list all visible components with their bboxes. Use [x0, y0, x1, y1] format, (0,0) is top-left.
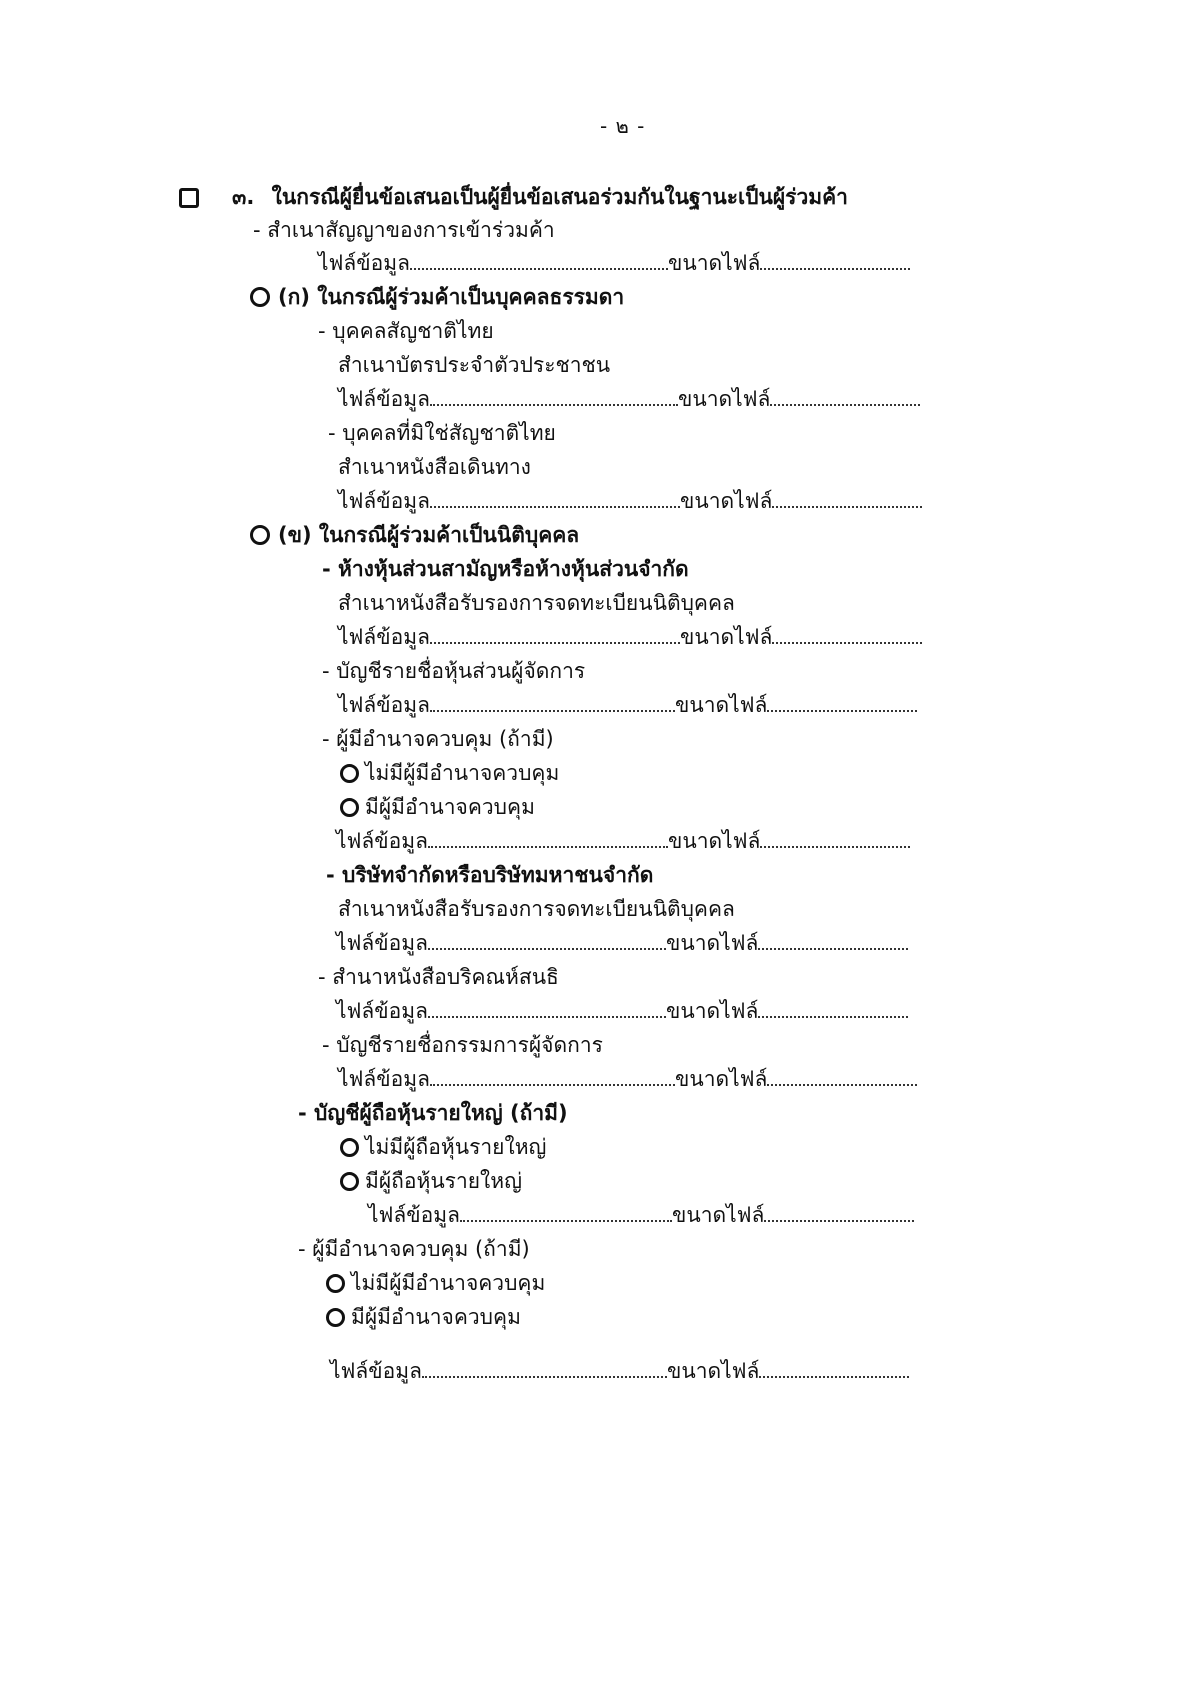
no-controller-label: ไม่มีผู้มีอำนาจควบคุม — [365, 761, 560, 785]
file-dots — [430, 490, 680, 508]
file-label: ไฟล์ข้อมูล — [338, 625, 430, 649]
size-dots — [758, 932, 908, 950]
file-line-contract — [318, 248, 910, 278]
has-controller2-option[interactable] — [326, 1302, 521, 1332]
no-controller-radio[interactable] — [340, 764, 359, 783]
has-controller2-radio[interactable] — [326, 1308, 345, 1327]
partners-list-label: - บัญชีรายชื่อหุ้นส่วนผู้จัดการ — [322, 659, 586, 683]
file-label: ไฟล์ข้อมูล — [330, 1359, 422, 1383]
size-label: ขนาดไฟล์ — [666, 1359, 760, 1383]
file-label: ไฟล์ข้อมูล — [338, 1067, 430, 1091]
partnership-doc: สำเนาหนังสือรับรองการจดทะเบียนนิติบุคคล — [338, 591, 735, 615]
size-label: ขนาดไฟล์ — [671, 1203, 765, 1227]
file-line-controller2 — [330, 1356, 909, 1386]
size-dots — [767, 694, 917, 712]
contract-copy-label: - สำเนาสัญญาของการเข้าร่วมค้า — [253, 218, 555, 242]
no-controller2-label: ไม่มีผู้มีอำนาจควบคุม — [351, 1271, 546, 1295]
file-dots — [428, 1000, 666, 1018]
size-dots — [759, 1360, 909, 1378]
file-label: ไฟล์ข้อมูล — [338, 693, 430, 717]
directors-list-label: - บัญชีรายชื่อกรรมการผู้จัดการ — [322, 1033, 603, 1057]
memorandum-label: - สำนาหนังสือบริคณห์สนธิ — [318, 965, 559, 989]
size-dots — [772, 626, 922, 644]
size-dots — [758, 1000, 908, 1018]
file-dots — [430, 1068, 675, 1086]
file-dots — [410, 252, 668, 270]
size-label: ขนาดไฟล์ — [679, 625, 773, 649]
option-a-label: (ก) ในกรณีผู้ร่วมค้าเป็นบุคคลธรรมดา — [278, 285, 625, 309]
section3-checkbox[interactable] — [179, 188, 199, 208]
size-label: ขนาดไฟล์ — [665, 931, 759, 955]
page-number: - ๒ - — [600, 114, 646, 138]
size-label: ขนาดไฟล์ — [674, 1067, 768, 1091]
section3-title: ในกรณีผู้ยื่นข้อเสนอเป็นผู้ยื่นข้อเสนอร่วมกันในฐานะเป็นผู้ร่วมค้า — [271, 185, 848, 209]
file-label: ไฟล์ข้อมูล — [336, 829, 428, 853]
size-dots — [764, 1204, 914, 1222]
file-line-thai — [338, 384, 920, 414]
section3-heading — [232, 182, 848, 212]
file-dots — [430, 388, 678, 406]
file-line-partnership — [338, 622, 922, 652]
controller2-label: - ผู้มีอำนาจควบคุม (ถ้ามี) — [298, 1237, 530, 1261]
has-controller-option[interactable] — [340, 792, 535, 822]
option-b[interactable] — [250, 520, 579, 550]
size-dots — [760, 252, 910, 270]
size-dots — [770, 388, 920, 406]
file-label: ไฟล์ข้อมูล — [368, 1203, 460, 1227]
file-line-foreign — [338, 486, 922, 516]
no-controller2-option[interactable] — [326, 1268, 545, 1298]
company-label: - บริษัทจำกัดหรือบริษัทมหาชนจำกัด — [326, 863, 654, 887]
size-label: ขนาดไฟล์ — [679, 489, 773, 513]
size-label: ขนาดไฟล์ — [667, 251, 761, 275]
has-shareholder-label: มีผู้ถือหุ้นรายใหญ่ — [365, 1169, 523, 1193]
thai-person-doc: สำเนาบัตรประจำตัวประชาชน — [338, 353, 611, 377]
has-controller-radio[interactable] — [340, 798, 359, 817]
size-dots — [767, 1068, 917, 1086]
file-line-partners — [338, 690, 917, 720]
controller-label: - ผู้มีอำนาจควบคุม (ถ้ามี) — [322, 727, 554, 751]
no-shareholder-label: ไม่มีผู้ถือหุ้นรายใหญ่ — [365, 1135, 547, 1159]
file-dots — [460, 1204, 672, 1222]
size-label: ขนาดไฟล์ — [674, 693, 768, 717]
foreign-person-doc: สำเนาหนังสือเดินทาง — [338, 455, 531, 479]
size-dots — [760, 830, 910, 848]
option-b-label: (ข) ในกรณีผู้ร่วมค้าเป็นนิติบุคคล — [278, 523, 580, 547]
section3-number: ๓. — [232, 185, 255, 209]
file-line-directors — [338, 1064, 917, 1094]
file-label: ไฟล์ข้อมูล — [336, 931, 428, 955]
file-label: ไฟล์ข้อมูล — [338, 387, 430, 411]
file-line-shareholder — [368, 1200, 914, 1230]
size-label: ขนาดไฟล์ — [677, 387, 771, 411]
file-line-company — [336, 928, 908, 958]
file-dots — [430, 694, 675, 712]
size-label: ขนาดไฟล์ — [665, 999, 759, 1023]
shareholders-label: - บัญชีผู้ถือหุ้นรายใหญ่ (ถ้ามี) — [298, 1101, 568, 1125]
has-shareholder-radio[interactable] — [340, 1172, 359, 1191]
no-controller2-radio[interactable] — [326, 1274, 345, 1293]
company-doc: สำเนาหนังสือรับรองการจดทะเบียนนิติบุคคล — [338, 897, 735, 921]
file-dots — [422, 1360, 667, 1378]
no-shareholder-option[interactable] — [340, 1132, 546, 1162]
size-label: ขนาดไฟล์ — [667, 829, 761, 853]
partnership-label: - ห้างหุ้นส่วนสามัญหรือห้างหุ้นส่วนจำกัด — [322, 557, 689, 581]
has-controller-label: มีผู้มีอำนาจควบคุม — [365, 795, 535, 819]
option-a[interactable] — [250, 282, 624, 312]
option-b-radio[interactable] — [250, 525, 270, 545]
has-shareholder-option[interactable] — [340, 1166, 522, 1196]
file-dots — [428, 932, 666, 950]
file-line-controller — [336, 826, 910, 856]
no-shareholder-radio[interactable] — [340, 1138, 359, 1157]
file-label: ไฟล์ข้อมูล — [338, 489, 430, 513]
option-a-radio[interactable] — [250, 287, 270, 307]
file-label: ไฟล์ข้อมูล — [318, 251, 410, 275]
file-dots — [430, 626, 680, 644]
file-label: ไฟล์ข้อมูล — [336, 999, 428, 1023]
no-controller-option[interactable] — [340, 758, 559, 788]
file-dots — [428, 830, 668, 848]
file-line-memorandum — [336, 996, 908, 1026]
foreign-person-label: - บุคคลที่มิใช่สัญชาติไทย — [328, 421, 556, 445]
has-controller2-label: มีผู้มีอำนาจควบคุม — [351, 1305, 521, 1329]
thai-person-label: - บุคคลสัญชาติไทย — [318, 319, 494, 343]
size-dots — [772, 490, 922, 508]
